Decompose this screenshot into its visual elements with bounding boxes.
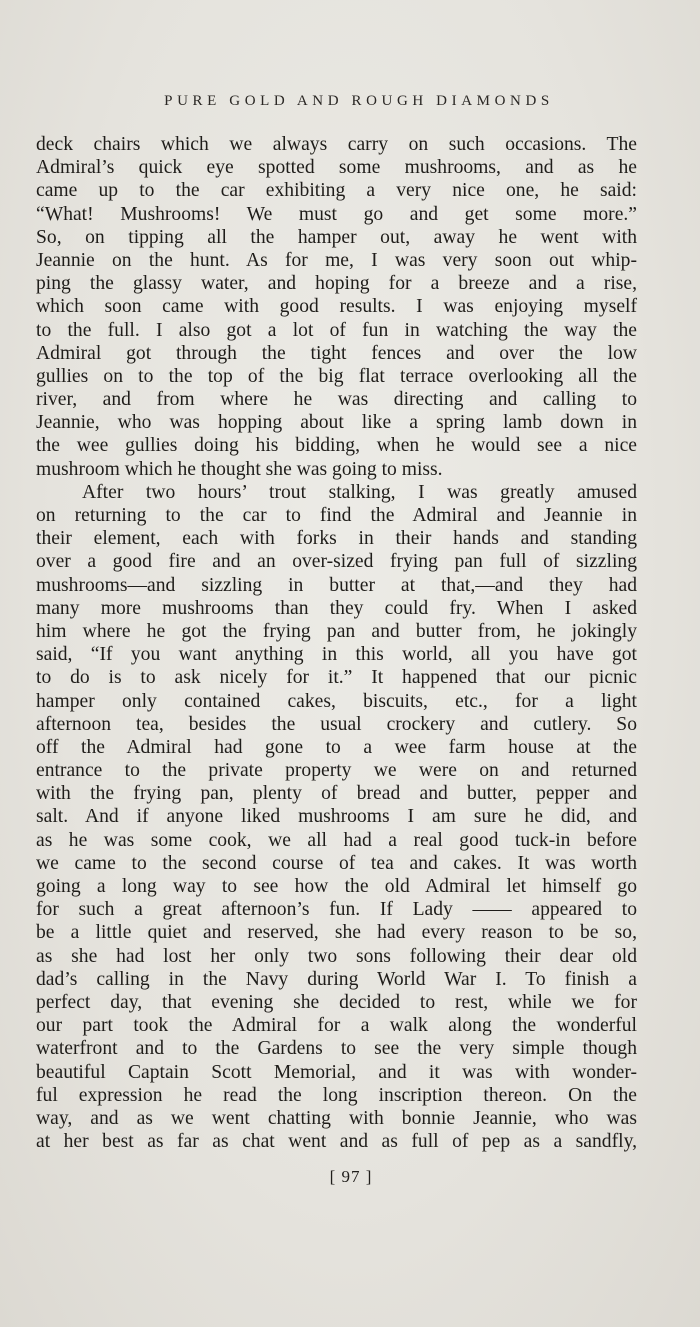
text-line: waterfront and to the Gardens to see the very simple though xyxy=(36,1038,637,1060)
text-line: with the frying pan, plenty of bread and butter, pepper and xyxy=(36,783,637,805)
text-line: beautiful Captain Scott Memorial, and it was with wonder- xyxy=(36,1061,637,1083)
text-line: our part took the Admiral for a walk along the wonderful xyxy=(36,1015,637,1037)
text-line: ping the glassy water, and hoping for a breeze and a rise, xyxy=(36,273,637,295)
text-line: afternoon tea, besides the usual crockery and cutlery. So xyxy=(36,713,637,735)
text-line: Admiral’s quick eye spotted some mushrooms, and as he xyxy=(36,157,637,179)
text-line: way, and as we went chatting with bonnie Jeannie, who was xyxy=(36,1107,637,1129)
text-line: their element, each with forks in their hands and standing xyxy=(36,528,637,550)
text-line: perfect day, that evening she decided to rest, while we for xyxy=(36,991,637,1013)
text-line: mushroom which he thought she was going to miss. xyxy=(36,458,443,480)
text-line: off the Admiral had gone to a wee farm house at the xyxy=(36,736,637,758)
text-line: for such a great afternoon’s fun. If Lady —— appeared to xyxy=(36,899,637,921)
text-line: many more mushrooms than they could fry. When I asked xyxy=(36,597,637,619)
running-head: PURE GOLD AND ROUGH DIAMONDS xyxy=(164,93,554,109)
text-line: as he was some cook, we all had a real good tuck-in before xyxy=(36,829,637,851)
text-line: ful expression he read the long inscription thereon. On the xyxy=(36,1084,637,1106)
text-line: After two hours’ trout stalking, I was greatly amused xyxy=(82,481,637,503)
text-line: on returning to the car to find the Admiral and Jeannie in xyxy=(36,505,637,526)
text-line: Jeannie, who was hopping about like a spring lamb down in xyxy=(36,412,637,434)
text-line: to do is to ask nicely for it.” It happened that our picnic xyxy=(36,667,637,689)
text-line: the wee gullies doing his bidding, when he would see a nice xyxy=(36,435,637,457)
text-line: over a good fire and an over-sized frying pan full of sizzling xyxy=(36,551,637,573)
text-line: salt. And if anyone liked mushrooms I am sure he did, and xyxy=(36,806,637,828)
text-line: dad’s calling in the Navy during World War I. To finish a xyxy=(36,968,637,990)
text-line: as she had lost her only two sons following their dear old xyxy=(36,945,637,967)
text-line: river, and from where he was directing and calling to xyxy=(36,389,637,411)
text-line: him where he got the frying pan and butter from, he jokingly xyxy=(36,620,637,642)
text-line: came up to the car exhibiting a very nice one, he said: xyxy=(36,180,637,202)
text-line: deck chairs which we always carry on such occasions. The xyxy=(36,134,637,155)
text-line: going a long way to see how the old Admiral let himself go xyxy=(36,876,637,897)
text-line: to the full. I also got a lot of fun in watching the way the xyxy=(36,319,637,341)
text-line: be a little quiet and reserved, she had every reason to be so, xyxy=(36,922,637,944)
text-line: “What! Mushrooms! We must go and get some more.” xyxy=(36,203,637,225)
text-line: mushrooms—and sizzling in butter at that,—and they had xyxy=(36,574,637,596)
text-line: said, “If you want anything in this world, all you have got xyxy=(36,644,637,666)
text-line: at her best as far as chat went and as full of pep as a sandfly, xyxy=(36,1131,637,1153)
text-line: Jeannie on the hunt. As for me, I was very soon out whip- xyxy=(36,249,637,271)
page-number: [ 97 ] xyxy=(329,1167,373,1186)
text-line: Admiral got through the tight fences and over the low xyxy=(36,342,637,364)
text-line: entrance to the private property we were on and returned xyxy=(36,760,637,782)
text-line: hamper only contained cakes, biscuits, etc., for a light xyxy=(36,690,637,712)
body-text xyxy=(36,133,637,1153)
text-line: we came to the second course of tea and cakes. It was worth xyxy=(36,852,637,874)
text-line: So, on tipping all the hamper out, away he went with xyxy=(36,226,637,248)
text-line: which soon came with good results. I was enjoying myself xyxy=(36,296,637,318)
text-line: gullies on to the top of the big flat terrace overlooking all the xyxy=(36,365,637,387)
